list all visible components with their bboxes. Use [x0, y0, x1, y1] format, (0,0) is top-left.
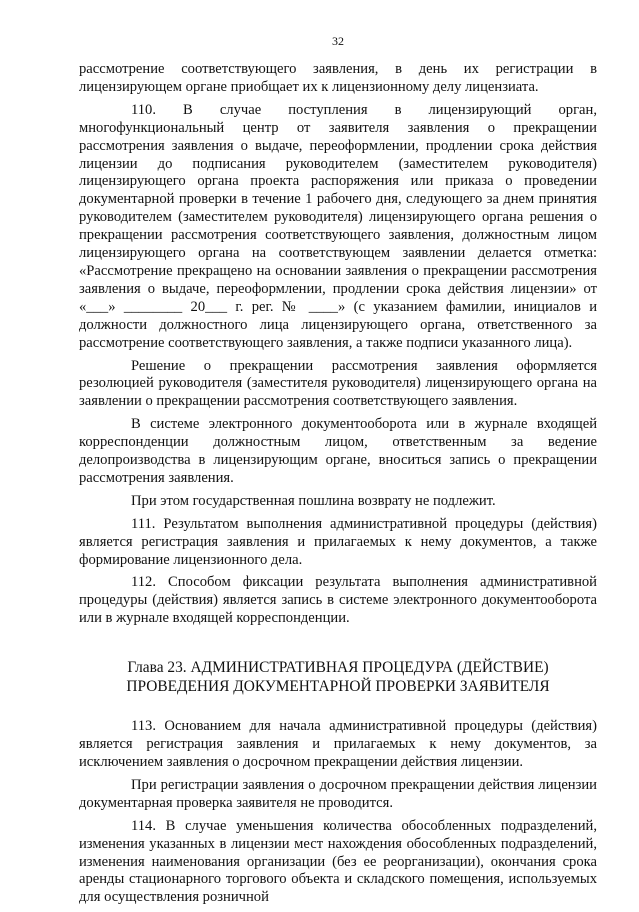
page-number: 32	[332, 34, 344, 48]
paragraph-112: 112. Способом фиксации результата выполнения административной процедуры (действия) является запись в системе электронного документооборота или в журнале входящей корреспонденции.	[79, 574, 597, 627]
chapter-heading	[79, 658, 597, 696]
chapter-heading-line1: Глава 23. АДМИНИСТРАТИВНАЯ ПРОЦЕДУРА (ДЕЙСТВИЕ)	[127, 659, 549, 677]
chapter-heading-line2: ПРОВЕДЕНИЯ ДОКУМЕНТАРНОЙ ПРОВЕРКИ ЗАЯВИТЕЛЯ	[126, 678, 550, 696]
paragraph-termination-decision: Решение о прекращении рассмотрения заявления оформляется резолюцией руководителя (заместителя руководителя) лицензирующего органа на заявлении о прекращении рассмотрения соответствующего заявления.	[79, 357, 597, 410]
paragraph-edms-record: В системе электронного документооборота или в журнале входящей корреспонденции должностным лицом, ответственным за ведение делопроизводства в лицензирующим органе, вноситься запись о прекращении рассмотрения заявления.	[79, 416, 597, 486]
paragraph-111: 111. Результатом выполнения административной процедуры (действия) является регистрация заявления и прилагаемых к нему документов, а также формирование лицензионного дела.	[79, 515, 597, 568]
paragraph-continuation: рассмотрение соответствующего заявления, в день их регистрации в лицензирующем органе приобщает их к лицензионному делу лицензиата.	[79, 61, 597, 95]
paragraph-state-fee: При этом государственная пошлина возврату не подлежит.	[131, 492, 496, 509]
paragraph-114: 114. В случае уменьшения количества обособленных подразделений, изменения указанных в лицензии мест нахождения обособленных подразделений, изменения наименования организации (без ее реорганизации), окончания срока аренды стационарного торгового объекта и складского помещения, используемых для осуществления розничной	[79, 817, 597, 906]
paragraph-early-termination: При регистрации заявления о досрочном прекращении действия лицензии документарная проверка заявителя не проводится.	[79, 776, 597, 811]
paragraph-113: 113. Основанием для начала административной процедуры (действия) является регистрация заявления и прилагаемых к нему документов, за исключением заявления о досрочном прекращении действия лицензии.	[79, 718, 597, 770]
paragraph-110: 110. В случае поступления в лицензирующий орган, многофункциональный центр от заявителя заявления о прекращении рассмотрения заявления о выдаче, переоформлении, продлении срока действия лицензии до подписания руководителем (заместителем руководителя) лицензирующего органа проекта распоряжения или приказа о проведении документарной проверки в течение 1 рабочего дня, следующего за днем принятия руководителем (заместителем руководителя) лицензирующего органа решения о прекращении рассмотрения соответствующего заявления, должностным лицом лицензирующего органа на соответствующем заявлении делается отметка: «Рассмотрение прекращено на основании заявления о прекращении рассмотрения заявления о выдаче, переоформлении, продлении срока действия лицензии» от «___» ________ 20___ г. рег. № ____» (с указанием фамилии, инициалов и должности должностного лица лицензирующего органа, ответственного за рассмотрение соответствующего заявления, а также подписи указанного лица).	[79, 101, 597, 351]
document-page	[79, 34, 597, 912]
